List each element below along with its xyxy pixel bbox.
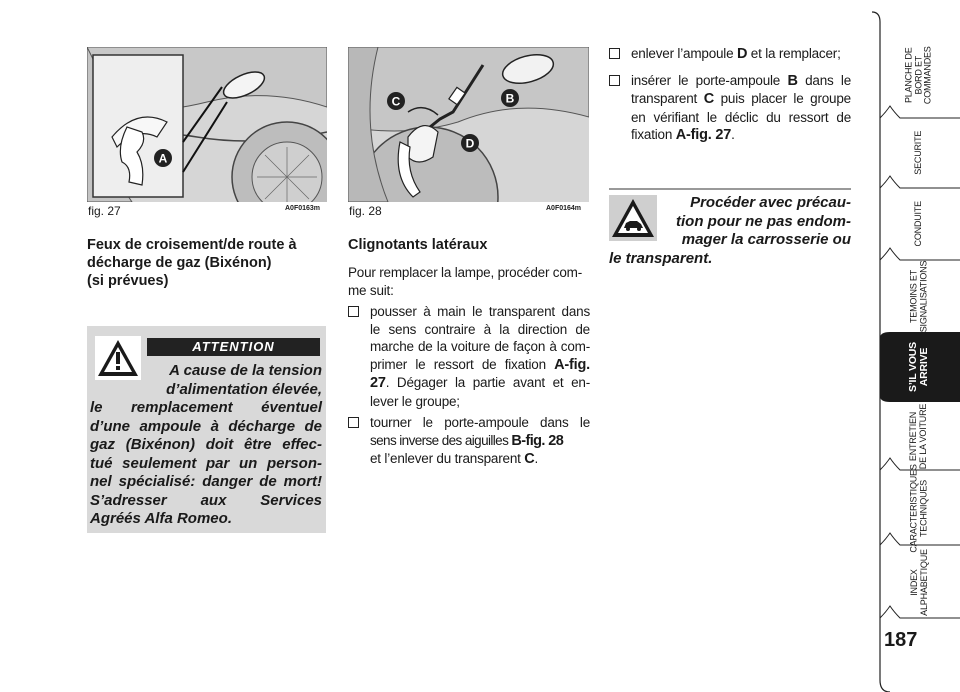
checkbox-bullet-icon [609, 48, 620, 59]
warn-line: S’adresser aux Services [90, 491, 322, 509]
step-text: insérer le porte-ampoule [631, 72, 788, 88]
figure-28-label-b: B [505, 91, 515, 106]
checkbox-bullet-icon [348, 306, 359, 317]
caution-line: le transparent. [609, 249, 713, 267]
caution-line: mager la carrosserie ou [681, 231, 851, 248]
checkbox-bullet-icon [609, 75, 620, 86]
step-text: transparent [631, 91, 704, 106]
figure-reference: B-fig. 28 [511, 432, 564, 449]
figure-reference: 27 [370, 375, 386, 391]
heading-line: Feux de croisement/de route à [87, 237, 297, 253]
figure-28-code: A0F0164m [546, 205, 582, 212]
figure-27-illustration [87, 47, 327, 202]
tab-label: PLANCHE DE BORD ET COMMANDES [903, 46, 933, 104]
warn-line: tué seulement par un person- [90, 454, 322, 472]
warn-line: d’une ampoule à décharge de [90, 417, 322, 435]
step-turn-bulb-holder [348, 414, 590, 469]
figure-reference: C [703, 91, 714, 107]
xenon-headlights-heading [87, 236, 337, 290]
step-text: sens inverse des aiguilles [370, 432, 512, 448]
step-text: enlever l’ampoule [631, 46, 737, 61]
warn-line: le remplacement éventuel [90, 399, 322, 416]
caution-text [609, 194, 851, 268]
chapter-tabs [872, 0, 960, 692]
step-line [631, 45, 851, 64]
step-line [370, 450, 590, 469]
figure-28-illustration [348, 47, 589, 202]
attention-text [90, 362, 322, 529]
figure-28-caption: fig. 28 [349, 204, 382, 218]
figure-27-label-a: A [158, 151, 168, 166]
tab-index[interactable] [872, 550, 960, 614]
tab-label: INDEX ALPHABETIQUE [908, 548, 928, 616]
caution-line: tion pour ne pas endom- [676, 212, 851, 230]
step-line [370, 374, 590, 393]
tab-label: S’IL VOUS ARRIVE [907, 342, 930, 392]
step-line [631, 126, 851, 145]
step-text: . Dégager la partie avant et en- [385, 375, 590, 390]
step-text: primer le ressort de fixation [370, 356, 555, 372]
step-replace-bulb [609, 45, 851, 64]
tab-in-emergency[interactable] [872, 332, 960, 402]
step-line: pousser à main le transparent dans [370, 304, 590, 319]
step-line [370, 432, 590, 451]
heading-line: (si prévues) [87, 273, 169, 289]
intro-line: Pour remplacer la lampe, procéder com- [348, 265, 582, 280]
figure-28 [348, 47, 589, 202]
tab-label: ENTRETIEN DE LA VOITURE [908, 403, 929, 469]
figure-reference: C [524, 451, 535, 467]
caution-divider [609, 188, 851, 190]
page-number: 187 [884, 629, 918, 651]
checkbox-bullet-icon [348, 417, 359, 428]
caution-line: Procéder avec précau- [690, 194, 851, 211]
tab-label: SECURITE [913, 131, 924, 175]
tab-label: CARACTERISTIQUES TECHNIQUES [908, 463, 928, 553]
figure-reference: A-fig. 27 [675, 127, 732, 143]
tab-driving[interactable] [872, 192, 960, 256]
attention-title-bar: ATTENTION [147, 338, 320, 356]
step-text: dans le [797, 72, 851, 88]
figure-28-label-c: C [391, 94, 401, 109]
figure-reference: D [736, 46, 748, 62]
side-indicators-body [348, 264, 590, 469]
warn-line: Agréés Alfa Romeo. [90, 510, 232, 527]
step-text: fixation [631, 127, 676, 142]
warn-line: d’alimentation élevée, [166, 380, 322, 398]
warn-line: A cause de la tension [169, 362, 322, 379]
step-line [631, 90, 851, 109]
tab-safety[interactable] [872, 122, 960, 184]
step-line [631, 72, 851, 91]
column-3-body [609, 45, 851, 145]
step-line: lever le groupe; [370, 393, 460, 409]
figure-27 [87, 47, 327, 202]
figure-28-label-d: D [465, 136, 475, 151]
tab-warning-lights[interactable] [872, 262, 960, 330]
tab-car-maintenance[interactable] [872, 403, 960, 469]
figure-27-code: A0F0163m [285, 205, 321, 212]
tab-dashboard-controls[interactable] [872, 40, 960, 110]
figure-reference: B [787, 72, 798, 89]
side-indicators-heading: Clignotants latéraux [348, 237, 488, 253]
step-text: . [731, 127, 735, 142]
tab-technical-specs[interactable] [872, 463, 960, 553]
step-line [370, 356, 590, 375]
heading-line: décharge de gaz (Bixénon) [87, 255, 272, 271]
step-text: et la remplacer; [747, 46, 841, 61]
step-line: en vérifiant le déclic du ressort de [631, 109, 851, 125]
step-line: tourner le porte-ampoule dans le [370, 415, 590, 430]
tab-label: TEMOINS ET SIGNALISATIONS [908, 260, 928, 332]
attention-panel [87, 326, 326, 533]
step-insert-bulb-holder [609, 72, 851, 145]
warn-line: nel spécialisé: danger de mort! [90, 473, 322, 490]
step-text: . [534, 451, 539, 466]
step-text: puis placer le groupe [714, 91, 851, 106]
figure-27-caption: fig. 27 [88, 204, 121, 218]
figure-reference: A-fig. [554, 356, 590, 373]
warn-line: gaz (Bixénon) doit être effec- [90, 436, 322, 453]
tab-label: CONDUITE [913, 201, 924, 247]
step-line: marche de la voiture de façon à com- [370, 339, 590, 354]
step-line: le sens contraire à la direction de [370, 321, 590, 337]
intro-line: me suit: [348, 282, 394, 298]
step-push-lens [348, 303, 590, 410]
step-text: et l’enlever du transparent [370, 451, 525, 466]
